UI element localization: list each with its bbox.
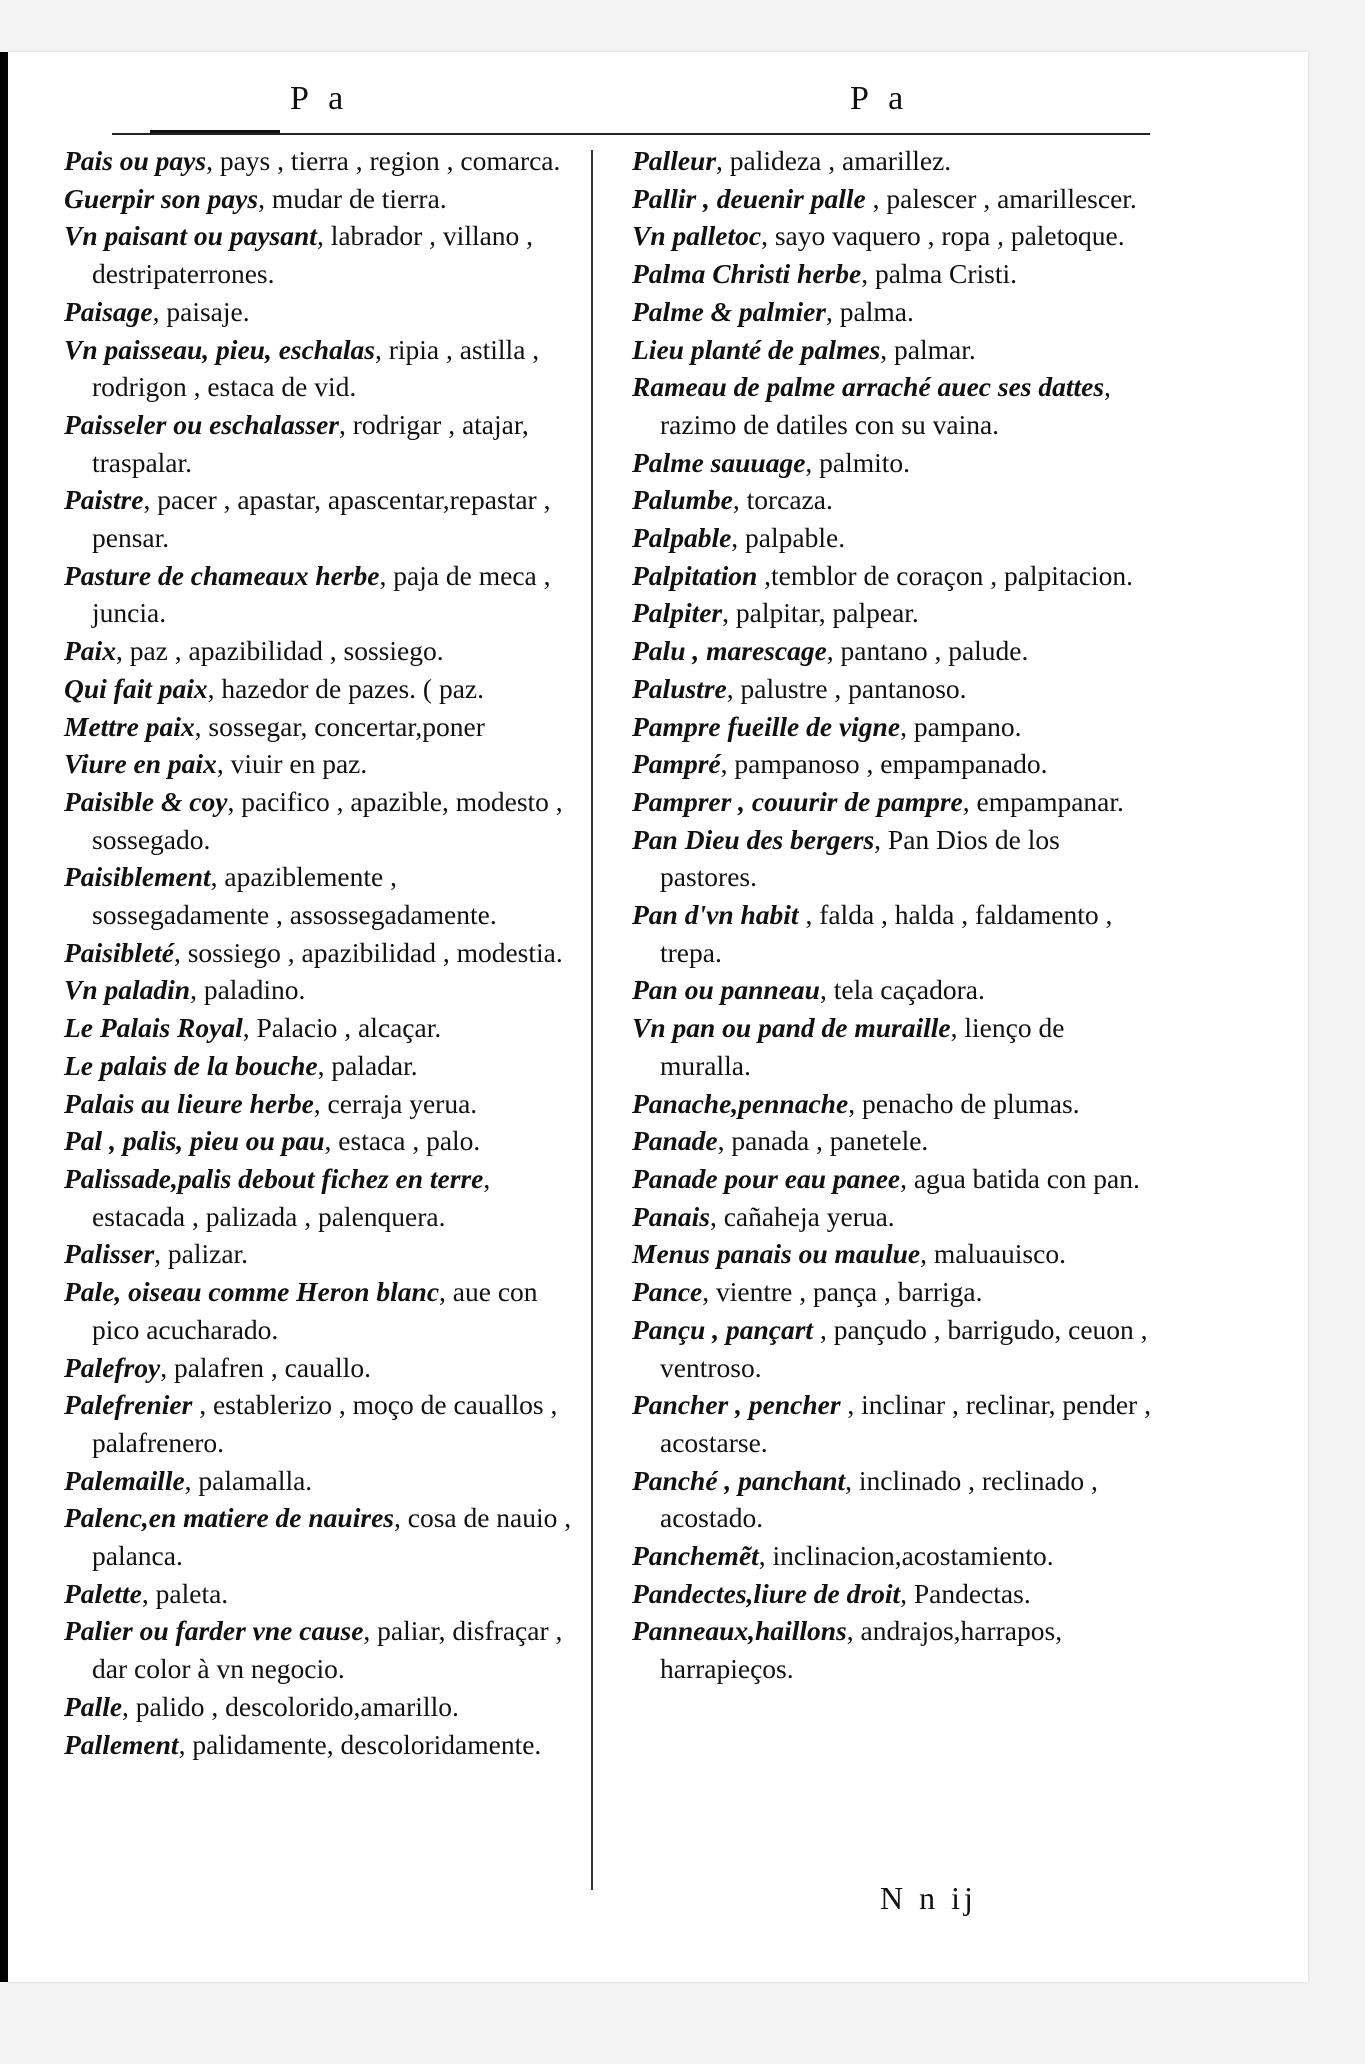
entry-headword: Pandectes,liure de droit	[632, 1577, 901, 1609]
right-running-head: P a	[850, 80, 910, 117]
entry-headword: Pasture de chameaux herbe	[64, 559, 380, 591]
dictionary-entry	[632, 632, 1152, 670]
entry-headword: Rameau de palme arraché auec ses dattes	[632, 371, 1105, 403]
dictionary-entry	[64, 1726, 578, 1764]
dictionary-entry	[632, 1537, 1152, 1575]
entry-translation: , palma.	[826, 295, 914, 327]
entry-headword: Palustre	[632, 672, 727, 704]
dictionary-entry	[64, 670, 578, 708]
entry-translation: , panada , panetele.	[717, 1125, 929, 1157]
entry-translation: , razimo de datiles con su vaina.	[660, 371, 1111, 440]
entry-translation: , vientre , pança , barriga.	[702, 1276, 983, 1308]
dictionary-entry	[632, 1462, 1152, 1537]
entry-headword: Palais au lieure herbe	[64, 1087, 314, 1119]
dictionary-entry	[64, 783, 578, 858]
dictionary-entry	[632, 1612, 1152, 1687]
entry-headword: Pamprer , couurir de pampre	[632, 785, 963, 817]
entry-headword: Pançu , pançart	[632, 1313, 814, 1345]
entry-translation: , estaca , palo.	[324, 1125, 481, 1157]
entry-headword: Palpable	[632, 522, 732, 554]
entry-translation: ,temblor de coraçon , palpitacion.	[757, 559, 1133, 591]
dictionary-entry	[632, 670, 1152, 708]
entry-headword: Vn paladin	[64, 974, 191, 1006]
dictionary-entry	[632, 1311, 1152, 1386]
dictionary-entry	[632, 896, 1152, 971]
dictionary-entry	[64, 1462, 578, 1500]
entry-headword: Pallement	[64, 1728, 179, 1760]
entry-headword: Palpitation	[632, 559, 758, 591]
entry-translation: , pançudo , barrigudo, ceuon , ventroso.	[660, 1313, 1148, 1383]
dictionary-entry	[632, 1160, 1152, 1198]
dictionary-entry	[632, 1235, 1152, 1273]
entry-headword: Palefroy	[64, 1351, 161, 1383]
dictionary-entry	[64, 971, 578, 1009]
entry-translation: , sayo vaquero , ropa , paletoque.	[761, 220, 1125, 252]
dictionary-entry	[64, 557, 578, 632]
dictionary-entry	[64, 632, 578, 670]
entry-headword: Palma Christi herbe	[632, 258, 862, 290]
entry-translation: , paliar, disfraçar , dar color à vn negocio.	[92, 1615, 563, 1685]
dictionary-entry	[64, 331, 578, 406]
entry-headword: Le palais de la bouche	[64, 1049, 318, 1081]
dictionary-entry	[64, 745, 578, 783]
entry-headword: Pancher , pencher	[632, 1389, 841, 1421]
entry-headword: Panché , panchant	[632, 1464, 846, 1496]
entry-translation: , sossegar, concertar,poner	[194, 710, 485, 742]
dictionary-entry	[632, 745, 1152, 783]
entry-translation: , paz , apazibilidad , sossiego.	[115, 635, 444, 667]
dictionary-entry	[632, 821, 1152, 896]
entry-translation: , pacifico , apazible, modesto , sossegado.	[92, 785, 563, 855]
entry-translation: , cosa de nauio , palanca.	[92, 1502, 572, 1572]
entry-headword: Palme sauuage	[632, 446, 806, 478]
entry-headword: Le Palais Royal	[64, 1012, 243, 1044]
entry-headword: Pampre fueille de vigne	[632, 710, 901, 742]
entry-translation: , Pan Dios de los pastores.	[660, 823, 1060, 893]
entry-translation: , rodrigar , atajar, traspalar.	[92, 408, 529, 478]
entry-translation: , palizar.	[154, 1238, 249, 1270]
dictionary-entry	[632, 368, 1152, 443]
dictionary-entry	[64, 1009, 578, 1047]
entry-translation: , labrador , villano , destripaterrones.	[92, 220, 534, 290]
entry-translation: , maluauisco.	[920, 1238, 1066, 1270]
entry-translation: , paisaje.	[152, 295, 250, 327]
entry-translation: , apaziblemente , sossegadamente , assossegadamente.	[92, 861, 497, 931]
entry-headword: Paisseler ou eschalasser	[64, 408, 339, 440]
entry-headword: Pan d'vn habit	[632, 899, 799, 931]
entry-headword: Paix	[64, 635, 116, 667]
entry-headword: Palier ou farder vne cause	[64, 1615, 364, 1647]
entry-headword: Paisible & coy	[64, 785, 228, 817]
entry-headword: Menus panais ou maulue	[632, 1238, 921, 1270]
entry-translation: , paleta.	[141, 1577, 229, 1609]
entry-translation: , torcaza.	[732, 484, 833, 516]
dictionary-entry	[64, 1273, 578, 1348]
entry-headword: Pais ou pays	[64, 145, 207, 176]
entry-translation: , palustre , pantanoso.	[726, 672, 967, 704]
entry-translation: , mudar de tierra.	[258, 182, 447, 214]
dictionary-entry	[632, 1085, 1152, 1123]
dictionary-entry	[632, 1122, 1152, 1160]
entry-headword: Palumbe	[632, 484, 733, 516]
entry-headword: Palefrenier	[64, 1389, 193, 1421]
signature-mark: N n ij	[880, 1880, 977, 1916]
entry-headword: Palle	[64, 1690, 123, 1722]
entry-headword: Paistre	[64, 484, 144, 516]
entry-headword: Palpiter	[632, 597, 723, 629]
dictionary-entry	[64, 1499, 578, 1574]
entry-translation: , estacada , palizada , palenquera.	[92, 1162, 491, 1232]
entry-headword: Qui fait paix	[64, 672, 208, 704]
entry-translation: , ripia , astilla , rodrigon , estaca de vid.	[92, 333, 540, 403]
entry-headword: Mettre paix	[64, 710, 195, 742]
entry-translation: , sossiego , apazibilidad , modestia.	[173, 936, 563, 968]
entry-headword: Vn paisant ou paysant	[64, 220, 317, 252]
dictionary-entry	[632, 594, 1152, 632]
dictionary-entry	[632, 557, 1152, 595]
entry-headword: Palme & palmier	[632, 295, 827, 327]
entry-translation: , aue con pico acucharado.	[92, 1276, 538, 1345]
dictionary-entry	[64, 1575, 578, 1613]
entry-headword: Palenc,en matiere de nauires	[64, 1502, 394, 1534]
entry-translation: , Pandectas.	[900, 1577, 1031, 1609]
entry-translation: , palescer , amarillescer.	[865, 182, 1137, 214]
entry-translation: , Palacio , alcaçar.	[242, 1012, 442, 1044]
entry-translation: , cerraja yerua.	[313, 1087, 478, 1119]
entry-headword: Paisiblement	[64, 861, 211, 893]
entry-translation: , empampanar.	[962, 785, 1124, 817]
entry-headword: Vn palletoc	[632, 220, 762, 252]
entry-headword: Panais	[632, 1200, 710, 1232]
entry-headword: Palissade,palis debout fichez en terre	[64, 1162, 484, 1194]
dictionary-entry	[632, 519, 1152, 557]
entry-translation: , inclinado , reclinado , acostado.	[660, 1464, 1098, 1534]
entry-headword: Lieu planté de palmes	[632, 333, 881, 365]
entry-headword: Paisibleté	[64, 936, 174, 968]
header-rule	[112, 133, 1150, 135]
dictionary-entry	[632, 217, 1152, 255]
entry-translation: , pacer , apastar, apascentar,repastar , pensar.	[92, 484, 551, 554]
dictionary-entry	[64, 481, 578, 556]
dictionary-entry	[64, 293, 578, 331]
entry-headword: Panache,pennache	[632, 1087, 849, 1119]
dictionary-entry	[632, 708, 1152, 746]
entry-translation: , palmito.	[805, 446, 911, 478]
entry-translation: , lienço de muralla.	[660, 1012, 1065, 1081]
entry-headword: Viure en paix	[64, 748, 217, 780]
entry-headword: Palisser	[64, 1238, 155, 1270]
entry-headword: Paisage	[64, 295, 153, 327]
dictionary-entry	[64, 1085, 578, 1123]
entry-translation: , cañaheja yerua.	[709, 1200, 895, 1232]
dictionary-entry	[632, 180, 1152, 218]
entry-translation: , paja de meca , juncia.	[92, 559, 551, 629]
dictionary-entry	[64, 217, 578, 292]
entry-headword: Pallir , deuenir palle	[632, 182, 866, 214]
dictionary-entry	[64, 1047, 578, 1085]
entry-headword: Palette	[64, 1577, 142, 1609]
entry-headword: Pan Dieu des bergers	[632, 823, 875, 855]
dictionary-entry	[64, 708, 578, 746]
entry-translation: , andrajos,harrapos, harrapieços.	[660, 1615, 1063, 1685]
entry-translation: , palma Cristi.	[861, 258, 1018, 290]
dictionary-entry	[64, 934, 578, 972]
dictionary-entry	[64, 180, 578, 218]
entry-translation: , pays , tierra , region , comarca.	[206, 145, 561, 176]
entry-translation: , paladino.	[190, 974, 306, 1006]
entry-translation: , palido , descolorido,amarillo.	[122, 1690, 459, 1722]
dictionary-entry	[64, 1688, 578, 1726]
dictionary-entry	[632, 1009, 1152, 1084]
left-running-head: P a	[290, 80, 350, 117]
dictionary-entry	[64, 1612, 578, 1687]
dictionary-entry	[64, 1122, 578, 1160]
entry-translation: , pantano , palude.	[826, 635, 1029, 667]
entry-translation: , palmar.	[880, 333, 976, 365]
entry-headword: Panneaux,haillons	[632, 1615, 847, 1647]
entry-translation: , inclinacion,acostamiento.	[758, 1540, 1054, 1572]
dictionary-entry	[632, 1198, 1152, 1236]
entry-headword: Pampré	[632, 748, 721, 780]
entry-translation: , paladar.	[317, 1049, 418, 1081]
dictionary-entry	[64, 142, 578, 180]
dictionary-entry	[632, 1273, 1152, 1311]
entry-headword: Vn pan ou pand de muraille	[632, 1012, 951, 1044]
dictionary-entry	[632, 293, 1152, 331]
entry-translation: , palamalla.	[184, 1464, 313, 1496]
entry-headword: Panade	[632, 1125, 718, 1157]
entry-headword: Vn paisseau, pieu, eschalas	[64, 333, 375, 365]
entry-translation: , establerizo , moço de cauallos , palafrenero.	[92, 1389, 558, 1458]
entry-headword: Pance	[632, 1276, 703, 1308]
entry-translation: , palideza , amarillez.	[716, 145, 952, 176]
left-column	[64, 142, 578, 1763]
entry-headword: Guerpir son pays	[64, 182, 259, 214]
dictionary-entry	[632, 444, 1152, 482]
dictionary-entry	[64, 1349, 578, 1387]
dictionary-entry	[64, 1160, 578, 1235]
dictionary-entry	[632, 142, 1152, 180]
entry-translation: , pampano.	[900, 710, 1022, 742]
entry-headword: Pal , palis, pieu ou pau	[64, 1125, 325, 1157]
dictionary-entry	[64, 1235, 578, 1273]
entry-translation: , palpable.	[731, 522, 846, 554]
dictionary-entry	[632, 331, 1152, 369]
column-divider	[591, 150, 593, 1890]
entry-headword: Panade pour eau panee	[632, 1162, 901, 1194]
dictionary-entry	[632, 481, 1152, 519]
entry-headword: Panchemẽt	[632, 1540, 759, 1572]
entry-translation: , inclinar , reclinar, pender , acostarse.	[660, 1389, 1151, 1458]
entry-translation: , palpitar, palpear.	[722, 597, 919, 629]
entry-headword: Palleur	[632, 145, 717, 176]
entry-translation: , agua batida con pan.	[900, 1162, 1140, 1194]
entry-translation: , penacho de plumas.	[848, 1087, 1080, 1119]
dictionary-entry	[632, 1575, 1152, 1613]
dictionary-entry	[64, 858, 578, 933]
entry-translation: , hazedor de pazes. ( paz.	[207, 672, 484, 704]
dictionary-entry	[632, 971, 1152, 1009]
dictionary-entry	[632, 1386, 1152, 1461]
entry-headword: Palu , marescage	[632, 635, 827, 667]
entry-translation: , pampanoso , empampanado.	[720, 748, 1048, 780]
entry-translation: , viuir en paz.	[216, 748, 368, 780]
dictionary-entry	[632, 255, 1152, 293]
entry-headword: Palemaille	[64, 1464, 185, 1496]
dictionary-entry	[64, 406, 578, 481]
right-column	[632, 142, 1152, 1688]
entry-headword: Pale, oiseau comme Heron blanc	[64, 1276, 440, 1308]
entry-headword: Pan ou panneau	[632, 974, 820, 1006]
entry-translation: , tela caçadora.	[819, 974, 985, 1006]
entry-translation: , palidamente, descoloridamente.	[178, 1728, 542, 1760]
entry-translation: , palafren , cauallo.	[160, 1351, 371, 1383]
entry-translation: , falda , halda , faldamento , trepa.	[660, 899, 1113, 968]
dictionary-entry	[632, 783, 1152, 821]
dictionary-entry	[64, 1386, 578, 1461]
